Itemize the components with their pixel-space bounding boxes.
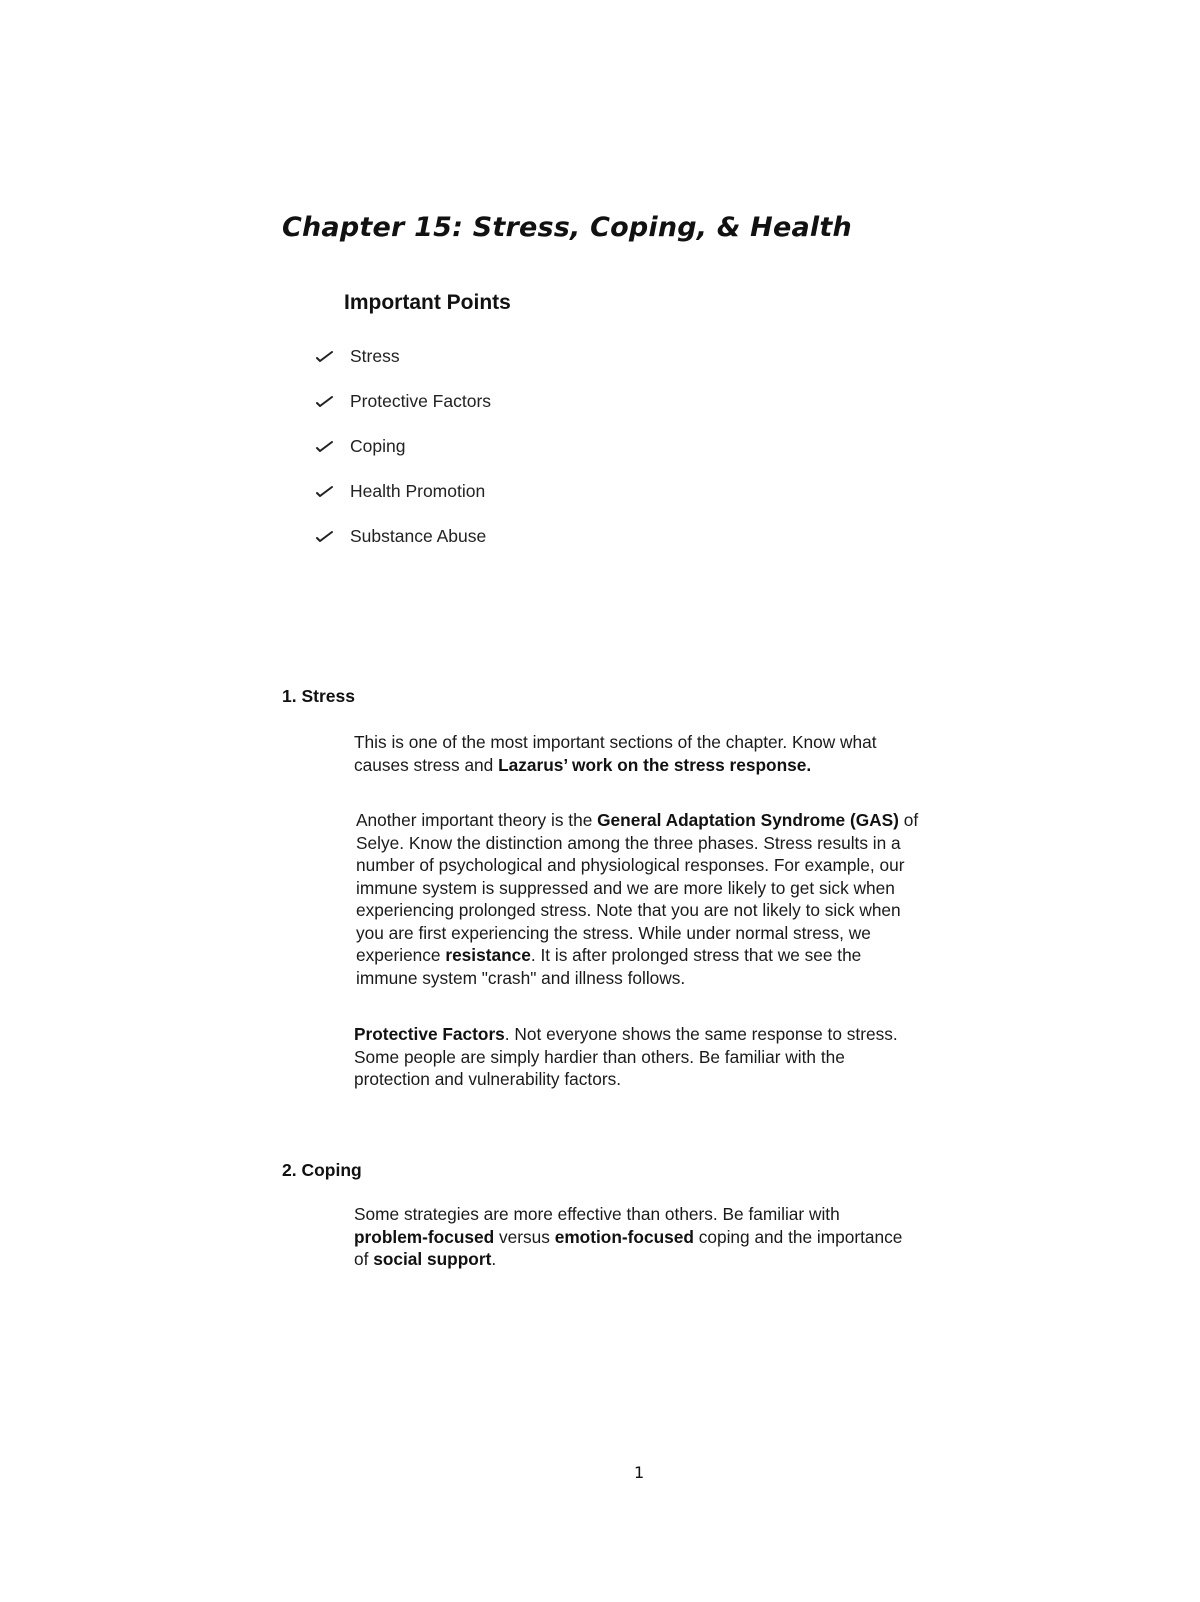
checkmark-icon xyxy=(316,526,350,546)
paragraph-bold-text: resistance xyxy=(445,945,531,965)
paragraph-text: of Selye. Know the distinction among the three phases. Stress results in a number of psychological and physiological responses. For example, our immune system is suppressed and we are more likely to get sick when experiencing prolonged stress. Note that you are not likely to sick when you are first experiencing the stress. While under normal stress, we experience xyxy=(356,810,919,965)
page-number: 1 xyxy=(634,1463,645,1482)
list-item-label: Stress xyxy=(350,346,400,366)
paragraph-text: versus xyxy=(494,1226,555,1247)
stress-paragraph-1 xyxy=(354,731,884,776)
coping-paragraph xyxy=(354,1203,914,1271)
paragraph-text: . Not everyone shows the same response to stress. Some people are simply hardier than others. Be familiar with the protection and vulnerability factors. xyxy=(354,1024,898,1089)
list-item-label: Substance Abuse xyxy=(350,526,487,546)
paragraph-text: coping and the importance of xyxy=(354,1226,903,1269)
chapter-title: Chapter 15: Stress, Coping, & Health xyxy=(282,212,852,243)
paragraph-bold-text: Protective Factors xyxy=(354,1024,505,1044)
paragraph-bold-text: emotion-focused xyxy=(554,1226,694,1247)
checkmark-icon xyxy=(316,346,350,366)
section-heading-coping: 2. Coping xyxy=(282,1160,362,1180)
list-item xyxy=(316,481,491,526)
list-item xyxy=(316,346,491,391)
list-item xyxy=(316,436,491,481)
checkmark-icon xyxy=(316,481,350,501)
checkmark-icon xyxy=(316,436,350,456)
paragraph-bold-text: General Adaptation Syndrome (GAS) xyxy=(597,810,899,830)
important-points-list xyxy=(316,346,491,571)
stress-paragraph-2 xyxy=(356,809,924,989)
paragraph-bold-text: social support xyxy=(373,1249,492,1269)
list-item xyxy=(316,526,491,571)
paragraph-text: This is one of the most important sections of the chapter. Know what causes stress and xyxy=(354,732,877,775)
list-item-label: Coping xyxy=(350,436,406,456)
paragraph-text: . xyxy=(491,1249,497,1269)
paragraph-text: Another important theory is the xyxy=(356,810,598,830)
section-heading-stress: 1. Stress xyxy=(282,686,355,706)
list-item-label: Protective Factors xyxy=(350,391,492,411)
paragraph-bold-text: Lazarus’ work on the stress response. xyxy=(498,754,812,775)
protective-factors-paragraph xyxy=(354,1023,922,1091)
paragraph-text: . It is after prolonged stress that we see the immune system "crash" and illness follows. xyxy=(356,945,862,988)
important-points-heading: Important Points xyxy=(344,291,511,314)
paragraph-text: Some strategies are more effective than others. Be familiar with xyxy=(354,1204,840,1224)
paragraph-bold-text: problem-focused xyxy=(354,1226,495,1247)
list-item xyxy=(316,391,491,436)
checkmark-icon xyxy=(316,391,350,411)
list-item-label: Health Promotion xyxy=(350,481,486,501)
